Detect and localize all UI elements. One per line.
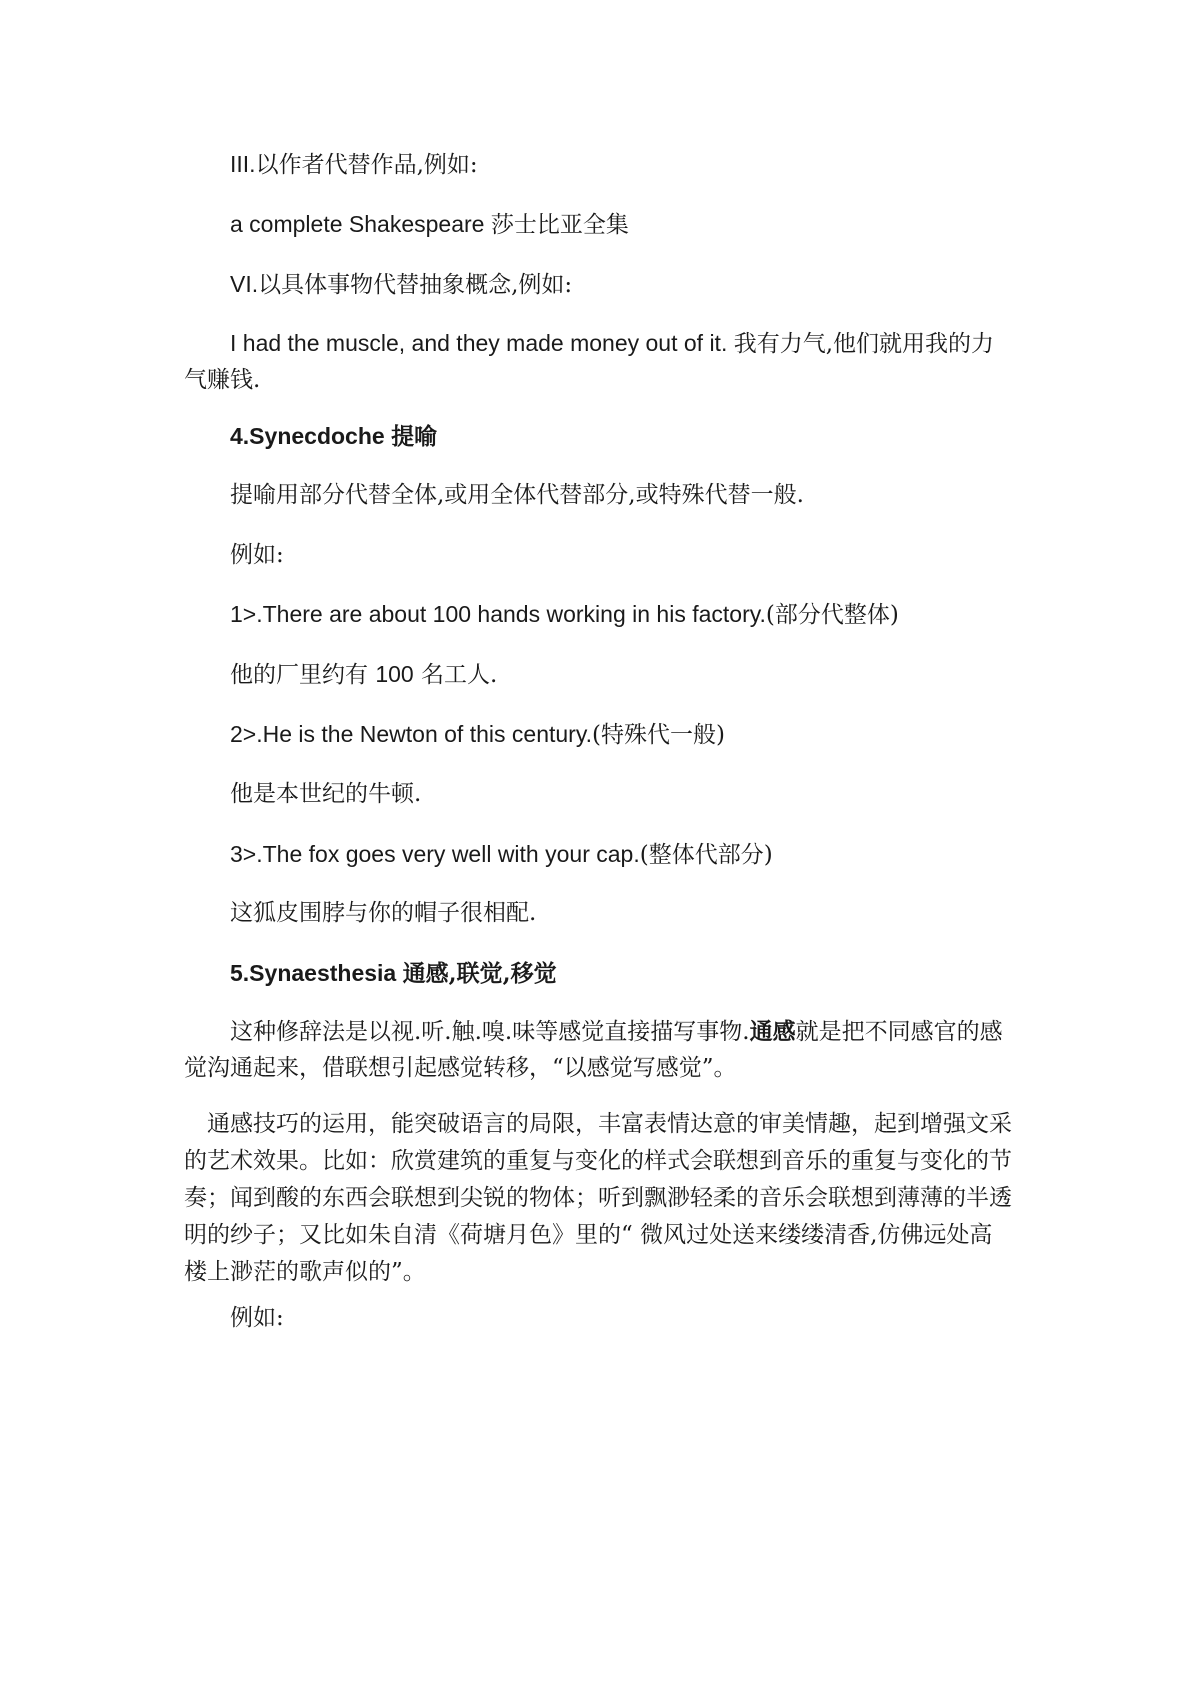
section-heading-synecdoche xyxy=(184,420,1014,453)
translation-number: 100 xyxy=(375,661,414,687)
examples-label: 例如: xyxy=(230,542,284,568)
roman-numeral: VI. xyxy=(230,271,259,297)
example-chinese: 我有力气,他们就用我的力气赚钱. xyxy=(184,331,995,393)
bold-term: 通感 xyxy=(749,1018,796,1045)
paragraph-text: 以作者代替作品,例如: xyxy=(255,152,478,178)
heading-chinese: 提喻 xyxy=(391,423,438,450)
example-note: (整体代部分) xyxy=(639,842,773,868)
example-english: 3>.The fox goes very well with your cap. xyxy=(230,841,640,867)
heading-chinese: 通感,联觉,移觉 xyxy=(402,960,557,987)
synaesthesia-explanation: 通感技巧的运用，能突破语言的局限，丰富表情达意的审美情趣，起到增强文采的艺术效果。比如：欣赏建筑的重复与变化的样式会联想到音乐的重复与变化的节奏；闻到酸的东西会联想到尖锐的物体；听到飘渺轻柔的音乐会联想到薄薄的半透明的纱子；又比如朱自清《荷塘月色》里的“ 微风过处送来缕缕清香,仿佛远处高楼上渺茫的歌声似的”。 xyxy=(184,1111,1012,1285)
example-english: I had the muscle, and they made money out of it. xyxy=(230,330,734,356)
examples-label-2: 例如: xyxy=(230,1305,284,1331)
heading-english: 4.Synecdoche xyxy=(230,423,392,449)
example-english: 2>.He is the Newton of this century. xyxy=(230,721,593,747)
example-hands xyxy=(184,598,1014,631)
paragraph-text: 以具体事物代替抽象概念,例如: xyxy=(258,272,573,298)
example-shakespeare xyxy=(184,208,1014,241)
translation-hands xyxy=(184,658,1014,691)
example-chinese: 莎士比亚全集 xyxy=(490,212,629,238)
translation-fox: 这狐皮围脖与你的帽子很相配. xyxy=(230,900,537,926)
paragraph-author-for-work xyxy=(184,148,1014,181)
synecdoche-definition: 提喻用部分代替全体,或用全体代替部分,或特殊代替一般. xyxy=(230,482,804,508)
section-heading-synaesthesia xyxy=(184,957,1014,990)
example-english: 1>.There are about 100 hands working in his factory. xyxy=(230,601,766,627)
example-note: (特殊代一般) xyxy=(592,722,725,748)
translation-part: 他的厂里约有 xyxy=(230,662,376,688)
paragraph-concrete-for-abstract xyxy=(184,268,1014,301)
example-newton xyxy=(184,718,1014,751)
example-muscle xyxy=(184,325,1014,398)
paragraph-text: 这种修辞法是以视.听.触.嗅.味等感觉直接描写事物. xyxy=(230,1019,750,1045)
example-note: (部分代整体) xyxy=(765,602,899,628)
paragraph-text: 就是把不同感官的感觉沟通起来，借联想引起感觉转移，“以感觉写感觉”。 xyxy=(184,1019,1003,1081)
synaesthesia-definition xyxy=(184,1014,1014,1086)
example-english: a complete Shakespeare xyxy=(230,211,491,237)
heading-english: 5.Synaesthesia xyxy=(230,960,403,986)
example-fox xyxy=(184,838,1014,871)
translation-part: 名工人. xyxy=(413,662,498,688)
roman-numeral: III. xyxy=(230,151,256,177)
translation-newton: 他是本世纪的牛顿. xyxy=(230,781,422,807)
